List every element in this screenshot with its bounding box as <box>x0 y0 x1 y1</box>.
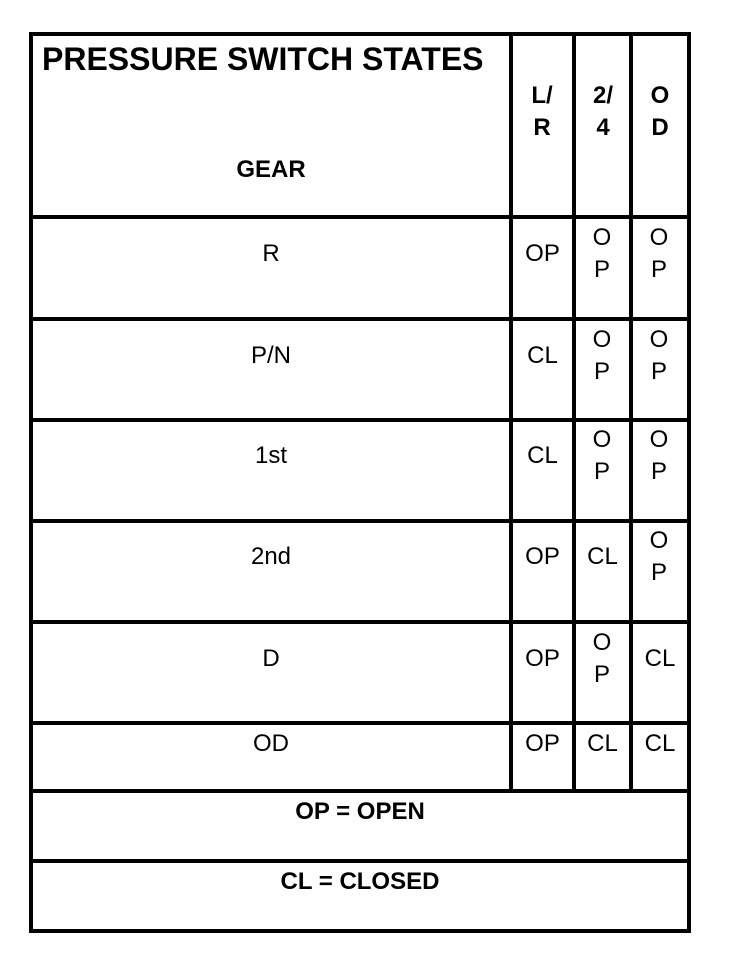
state-2-4-cell: OP <box>592 326 612 385</box>
lr-state-cell: OP <box>525 240 560 267</box>
state-2-4-cell: OP <box>592 629 612 688</box>
od-state-cell: CL <box>644 730 676 757</box>
lr-state-cell: CL <box>527 342 558 369</box>
state-2-4-cell: CL <box>587 730 618 757</box>
row-separator <box>29 721 691 725</box>
lr-state-cell: OP <box>525 730 560 757</box>
lr-state-cell: OP <box>525 543 560 570</box>
column-header-2-4: 2/ 4 <box>592 82 613 141</box>
od-state-cell: OP <box>649 527 669 586</box>
row-separator <box>29 859 691 863</box>
col-separator <box>629 32 633 793</box>
legend-open: OP = OPEN <box>295 798 425 825</box>
od-state-cell: OP <box>649 326 669 385</box>
gear-cell: 2nd <box>250 543 292 570</box>
lr-state-cell: CL <box>527 442 558 469</box>
gear-cell: D <box>262 645 280 672</box>
row-separator <box>29 215 691 219</box>
lr-state-cell: OP <box>525 645 560 672</box>
legend-closed: CL = CLOSED <box>280 868 440 895</box>
gear-cell: P/N <box>250 342 291 369</box>
row-separator <box>29 519 691 523</box>
gear-header: GEAR <box>236 156 306 183</box>
col-separator <box>572 32 576 793</box>
column-header-lr: L/ R <box>531 82 553 141</box>
od-state-cell: OP <box>649 224 669 283</box>
state-2-4-cell: OP <box>592 224 612 283</box>
od-state-cell: CL <box>644 645 676 672</box>
state-2-4-cell: OP <box>592 426 612 485</box>
gear-cell: R <box>262 240 280 267</box>
gear-cell: 1st <box>254 442 287 469</box>
column-header-od: O D <box>650 82 670 141</box>
table-title: PRESSURE SWITCH STATES <box>42 41 484 77</box>
row-separator <box>29 317 691 321</box>
gear-cell: OD <box>253 730 289 757</box>
col-separator <box>509 32 513 793</box>
row-separator <box>29 789 691 793</box>
od-state-cell: OP <box>649 426 669 485</box>
row-separator <box>29 418 691 422</box>
row-separator <box>29 620 691 624</box>
state-2-4-cell: CL <box>587 543 618 570</box>
